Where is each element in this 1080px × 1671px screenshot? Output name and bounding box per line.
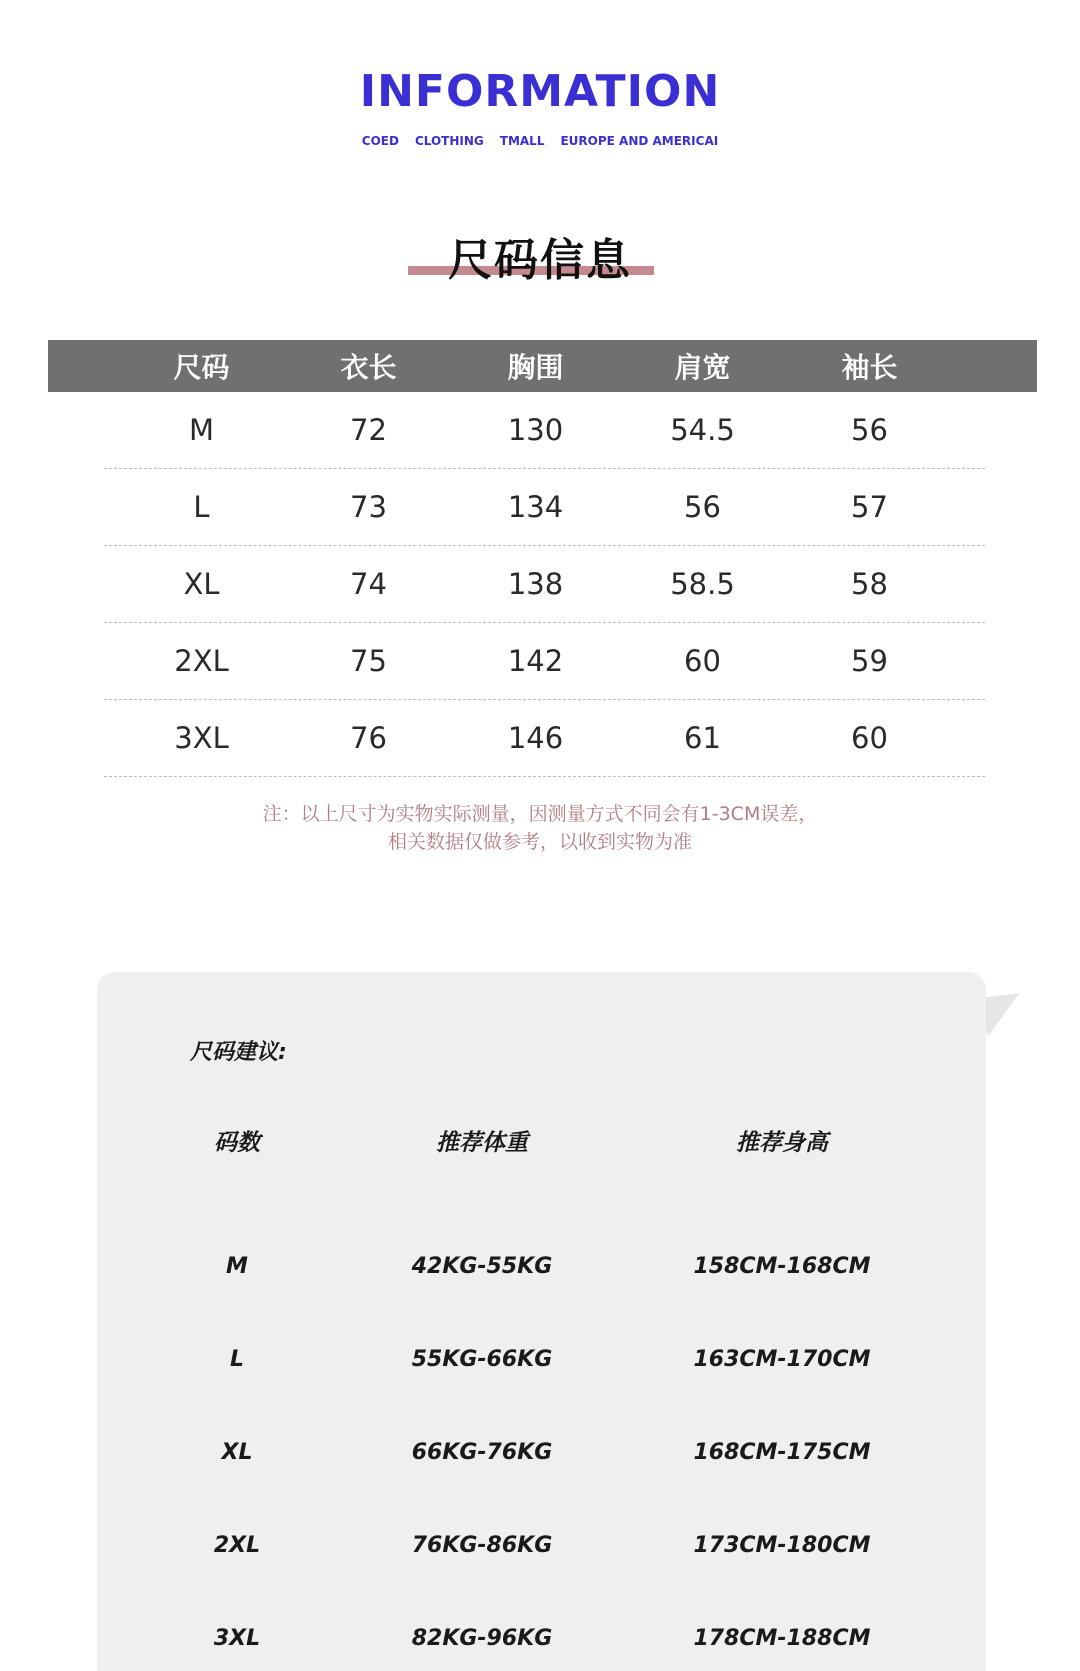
recommendation-title: 尺码建议: — [190, 1040, 287, 1065]
recommendation-row — [97, 1313, 986, 1406]
recommendation-row — [97, 1406, 986, 1499]
recommendation-row — [97, 1220, 986, 1313]
cell-size: 2XL — [174, 644, 229, 678]
cell-length: 74 — [350, 567, 387, 601]
brand-subtitle — [0, 134, 1080, 148]
cell-sleeve: 57 — [851, 490, 888, 524]
table-row — [104, 623, 985, 700]
size-table-header — [48, 340, 1037, 392]
rec-header-size: 码数 — [214, 1129, 260, 1156]
recommendation-row — [97, 1499, 986, 1592]
recommendation-row — [97, 1592, 986, 1671]
cell-chest: 146 — [507, 721, 564, 755]
rec-cell-height: 163CM-170CM — [693, 1347, 871, 1372]
rec-header-weight: 推荐体重 — [436, 1129, 528, 1156]
header-cell-length: 衣长 — [340, 351, 397, 384]
table-row — [104, 469, 985, 546]
cell-sleeve: 60 — [851, 721, 888, 755]
cell-sleeve: 58 — [851, 567, 888, 601]
rec-cell-weight: 55KG-66KG — [411, 1347, 553, 1372]
section-heading-block — [0, 222, 1080, 286]
cell-length: 75 — [350, 644, 387, 678]
header-cell-shoulder: 肩宽 — [674, 351, 731, 384]
note-line: 相关数据仅做参考，以收到实物为准 — [387, 831, 692, 853]
table-row — [104, 392, 985, 469]
cell-chest: 142 — [507, 644, 564, 678]
rec-cell-height: 158CM-168CM — [693, 1254, 871, 1279]
brand-subtitle-word: COED — [361, 134, 399, 148]
rec-cell-size: 2XL — [213, 1533, 261, 1558]
rec-cell-size: 3XL — [213, 1626, 261, 1651]
rec-cell-weight: 66KG-76KG — [411, 1440, 553, 1465]
table-row — [104, 700, 985, 777]
note-line: 注：以上尺寸为实物实际测量，因测量方式不同会有1-3CM误差， — [262, 803, 818, 825]
rec-cell-height: 168CM-175CM — [693, 1440, 871, 1465]
rec-cell-weight: 76KG-86KG — [411, 1533, 553, 1558]
rec-cell-size: XL — [221, 1440, 253, 1465]
cell-chest: 138 — [507, 567, 564, 601]
rec-cell-weight: 42KG-55KG — [411, 1254, 553, 1279]
cell-length: 76 — [350, 721, 387, 755]
cell-sleeve: 59 — [851, 644, 888, 678]
rec-cell-height: 173CM-180CM — [693, 1533, 871, 1558]
recommendation-header-row — [97, 1110, 986, 1170]
cell-shoulder: 61 — [684, 721, 721, 755]
cell-size: M — [188, 413, 215, 447]
cell-length: 73 — [350, 490, 387, 524]
cell-shoulder: 58.5 — [670, 567, 735, 601]
brand-subtitle-word: EUROPE AND AMERICAI — [560, 134, 719, 148]
brand-subtitle-word: TMALL — [499, 134, 545, 148]
cell-shoulder: 56 — [684, 490, 721, 524]
header-cell-sleeve: 袖长 — [841, 351, 898, 384]
cell-size: XL — [183, 567, 220, 601]
size-table — [48, 340, 1037, 777]
cell-size: L — [193, 490, 210, 524]
measurement-note — [0, 800, 1080, 856]
header-cell-size: 尺码 — [173, 351, 230, 384]
cell-chest: 130 — [507, 413, 564, 447]
cell-shoulder: 54.5 — [670, 413, 735, 447]
rec-cell-height: 178CM-188CM — [693, 1626, 871, 1651]
rec-cell-weight: 82KG-96KG — [411, 1626, 553, 1651]
table-row — [104, 546, 985, 623]
brand-title: INFORMATION — [359, 66, 721, 117]
cell-length: 72 — [350, 413, 387, 447]
recommendation-table — [97, 1110, 986, 1671]
cell-shoulder: 60 — [684, 644, 721, 678]
cell-sleeve: 56 — [851, 413, 888, 447]
rec-cell-size: L — [229, 1347, 245, 1372]
brand-subtitle-word: CLOTHING — [414, 134, 484, 148]
rec-header-height: 推荐身高 — [736, 1129, 828, 1156]
section-heading: 尺码信息 — [448, 235, 632, 286]
header-cell-chest: 胸围 — [507, 351, 564, 384]
cell-chest: 134 — [507, 490, 564, 524]
rec-cell-size: M — [226, 1254, 248, 1279]
cell-size: 3XL — [174, 721, 229, 755]
